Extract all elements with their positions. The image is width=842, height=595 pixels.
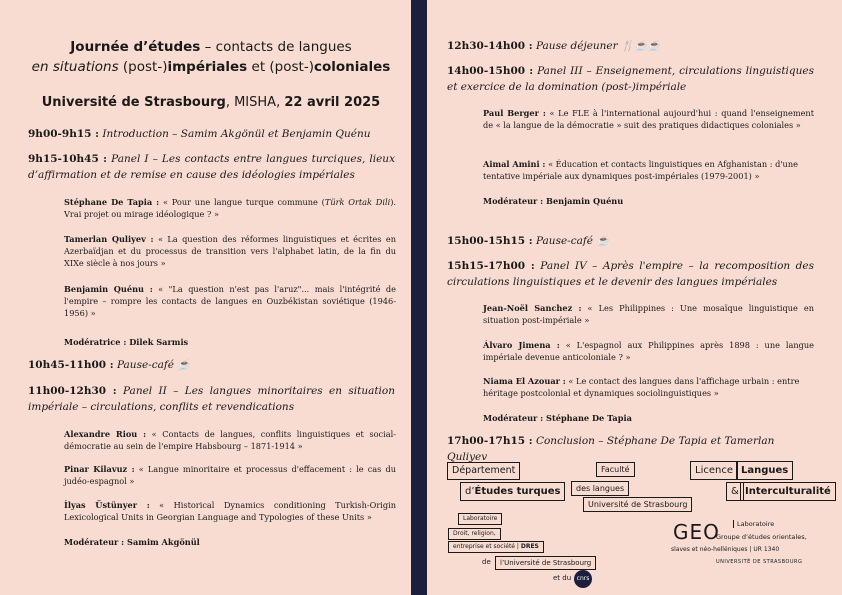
slot-time: 17h00-17h15 : [447, 435, 533, 447]
logo-dept-box-2 [460, 482, 565, 501]
slot-coffee-2 [447, 233, 817, 249]
talk-title: « Contacts de langues, conflits linguistiques et social-démocratie au sein de l'empire Habsbourg – 1871-1914 » [64, 429, 396, 451]
geo-logo: GEO [673, 520, 720, 544]
geo-lab: Laboratoire [733, 520, 774, 528]
logo-fac-box-3: Université de Strasbourg [583, 497, 692, 512]
speaker-name: Pinar Kilavuz : [64, 464, 135, 474]
geo-slaves: slaves et néo-helléniques | UR 1340 [671, 546, 780, 553]
slot-title: Panel I – Les contacts entre langues turciques, lieux d’affirmation et de remise en cause des idéologies impériales [28, 153, 395, 181]
talk-title: « "La question n'est pas l'aruz"... mais l'intégrité de l'empire – rompre les contacts de langues en Ouzbékistan soviétique (1946-1956) » [64, 284, 396, 318]
logo-dept-box-1: Département [447, 462, 520, 480]
talk-title: « L'espagnol aux Philippines après 1898 : une langue impériale devenue anticoloniale ? » [483, 340, 815, 362]
talk-title: « Pour une langue turque commune ( [159, 197, 325, 207]
header-part: impériales [167, 59, 248, 75]
talk-amini [483, 158, 814, 182]
logo-text: d’ [465, 486, 475, 497]
talk-kilavuz [64, 463, 396, 487]
slot-panel-4 [447, 258, 814, 290]
header-line-3 [22, 92, 400, 113]
talk-title: Türk Ortak Dili [324, 197, 391, 207]
logo-lic-box-2: Langues [736, 461, 793, 480]
slot-time: 9h00-9h15 : [28, 128, 99, 140]
talk-title: « Langue minoritaire et processus d'effacement : le cas du judéo-espagnol » [64, 464, 396, 486]
talk-ustunyer [64, 499, 396, 523]
talk-title: « Éducation et contacts linguistiques en Afghanistan : d'une tentative impériale aux dynamiques post-impériales (1979-2001) » [483, 159, 798, 181]
slot-title: Introduction – Samim Akgönül et Benjamin Quénu [99, 128, 371, 140]
logo-text: UR 1340 [753, 546, 780, 553]
slot-time: 14h00-15h00 : [447, 65, 534, 77]
slot-title: Panel IV – Après l'empire – la recomposition des circulations linguistiques et le devenir des langues impériales [447, 260, 814, 288]
moderator-panel-2: Modérateur : Samim Akgönül [64, 537, 200, 547]
moderator-panel-4: Modérateur : Stéphane De Tapia [483, 413, 632, 423]
talk-quliyev [64, 233, 396, 269]
geo-univ: UNIVERSITÉ DE STRASBOURG [716, 559, 803, 565]
talk-title: ). Vrai projet ou mirage idéologique ? » [64, 197, 396, 219]
logo-dres-de: de [482, 558, 491, 566]
slot-time: 9h15-10h45 : [28, 153, 108, 165]
talk-title: « Les Philippines : Une mosaïque linguistique en situation post-impériale » [483, 303, 814, 325]
talk-de-tapia [64, 196, 396, 220]
logo-text: slaves et néo-helléniques [671, 546, 748, 553]
slot-title: Panel III – Enseignement, circulations linguistiques et exercice de la domination (post-)impériale [447, 65, 814, 93]
header-line-1 [22, 37, 400, 58]
slot-lunch [447, 38, 817, 54]
slot-time: 11h00-12h30 : [28, 385, 117, 397]
speaker-name: Álvaro Jimena : [483, 340, 560, 350]
speaker-name: İlyas Üstünyer : [64, 500, 150, 510]
talk-el-azouar [483, 375, 814, 399]
header-part: (post-) [118, 59, 168, 75]
header-title: Journée d’études [70, 39, 201, 55]
slot-panel-3 [447, 63, 814, 95]
moderator-panel-1: Modératrice : Dilek Sarmis [64, 337, 189, 347]
slot-time: 15h00-15h15 : [447, 235, 533, 247]
logo-dres-box-1: Laboratoire [458, 513, 502, 525]
talk-title: « Le FLE à l'international aujourd'hui : quand l'enseignement de « la langue de la démocratie » suit des pratiques didactiques coloniales » [483, 108, 814, 130]
speaker-name: Alexandre Riou : [64, 429, 147, 439]
talk-riou [64, 428, 396, 452]
header-subtitle: – contacts de langues [200, 39, 352, 55]
logo-lic-box-1: Licence [690, 461, 738, 480]
talk-quenu [64, 283, 396, 319]
header-part: en situations [31, 59, 119, 75]
logo-dres-box-2: Droit, religion, [448, 528, 501, 540]
talk-jimena [483, 339, 814, 363]
talk-berger [483, 107, 814, 131]
talk-title: « Historical Dynamics conditioning Turkish-Origin Lexicological Units in Georgian Language and Typologies of these Units » [64, 500, 396, 522]
logo-dres-univ: l’Université de Strasbourg [495, 556, 596, 570]
header-line-2 [22, 57, 400, 78]
cnrs-logo: cnrs [574, 570, 592, 588]
slot-title: Pause déjeuner 🍴☕☕ [532, 40, 661, 52]
logo-text: entreprise et société [453, 543, 515, 550]
slot-time: 12h30-14h00 : [447, 40, 533, 52]
talk-title: « La question des réformes linguistiques et écrites en Azerbaïdjan et du processus de transition vers l'alphabet latin, de la fin du XIXe siècle à nos jours » [64, 234, 397, 268]
header-venue: , MISHA, [225, 95, 285, 110]
header-part: coloniales [313, 59, 391, 75]
speaker-name: Niama El Azouar : [483, 376, 566, 386]
speaker-name: Aimal Amini : [483, 159, 546, 169]
talk-title: « Le contact des langues dans l'affichage urbain : entre héritage postcolonial et dynamiques sociolinguistiques » [483, 376, 800, 398]
logo-dres-etdu: et du [553, 574, 572, 582]
speaker-name: Benjamin Quénu : [64, 284, 153, 294]
slot-time: 15h15-17h00 : [447, 260, 535, 272]
header-date: 22 avril 2025 [284, 95, 381, 110]
logo-dres-box-3: entreprise et société | DRES [448, 541, 544, 553]
slot-title: Pause-café ☕ [532, 235, 610, 247]
slot-title: Pause-café ☕ [113, 359, 191, 371]
slot-title: Panel II – Les langues minoritaires en situation impériale – circulations, conflits et revendications [28, 385, 396, 413]
slot-time: 10h45-11h00 : [28, 359, 114, 371]
logo-lic-box-3: & [726, 482, 744, 501]
moderator-panel-3: Modérateur : Benjamin Quénu [483, 196, 624, 206]
logo-fac-box-1: Faculté [596, 462, 635, 477]
slot-panel-1 [28, 151, 395, 183]
slot-intro [28, 126, 400, 142]
logo-text: DRES [520, 543, 539, 550]
logo-text: Études turques [474, 486, 561, 497]
speaker-name: Paul Berger : [483, 108, 546, 118]
slot-panel-2 [28, 383, 395, 415]
speaker-name: Stéphane De Tapia : [64, 197, 160, 207]
header-university: Université de Strasbourg [41, 95, 226, 110]
slot-title: Conclusion – Stéphane De Tapia et Tamerlan Quliyev [447, 435, 775, 463]
geo-group: Groupe d’études orientales, [716, 533, 807, 541]
talk-sanchez [483, 302, 814, 326]
logo-lic-box-4: Interculturalité [740, 482, 836, 501]
speaker-name: Jean-Noël Sanchez : [483, 303, 582, 313]
speaker-name: Tamerlan Quliyev : [64, 234, 154, 244]
center-divider [411, 0, 427, 595]
slot-coffee-1 [28, 357, 400, 373]
header-part: et (post-) [247, 59, 314, 75]
logo-fac-box-2: des langues [571, 481, 629, 496]
